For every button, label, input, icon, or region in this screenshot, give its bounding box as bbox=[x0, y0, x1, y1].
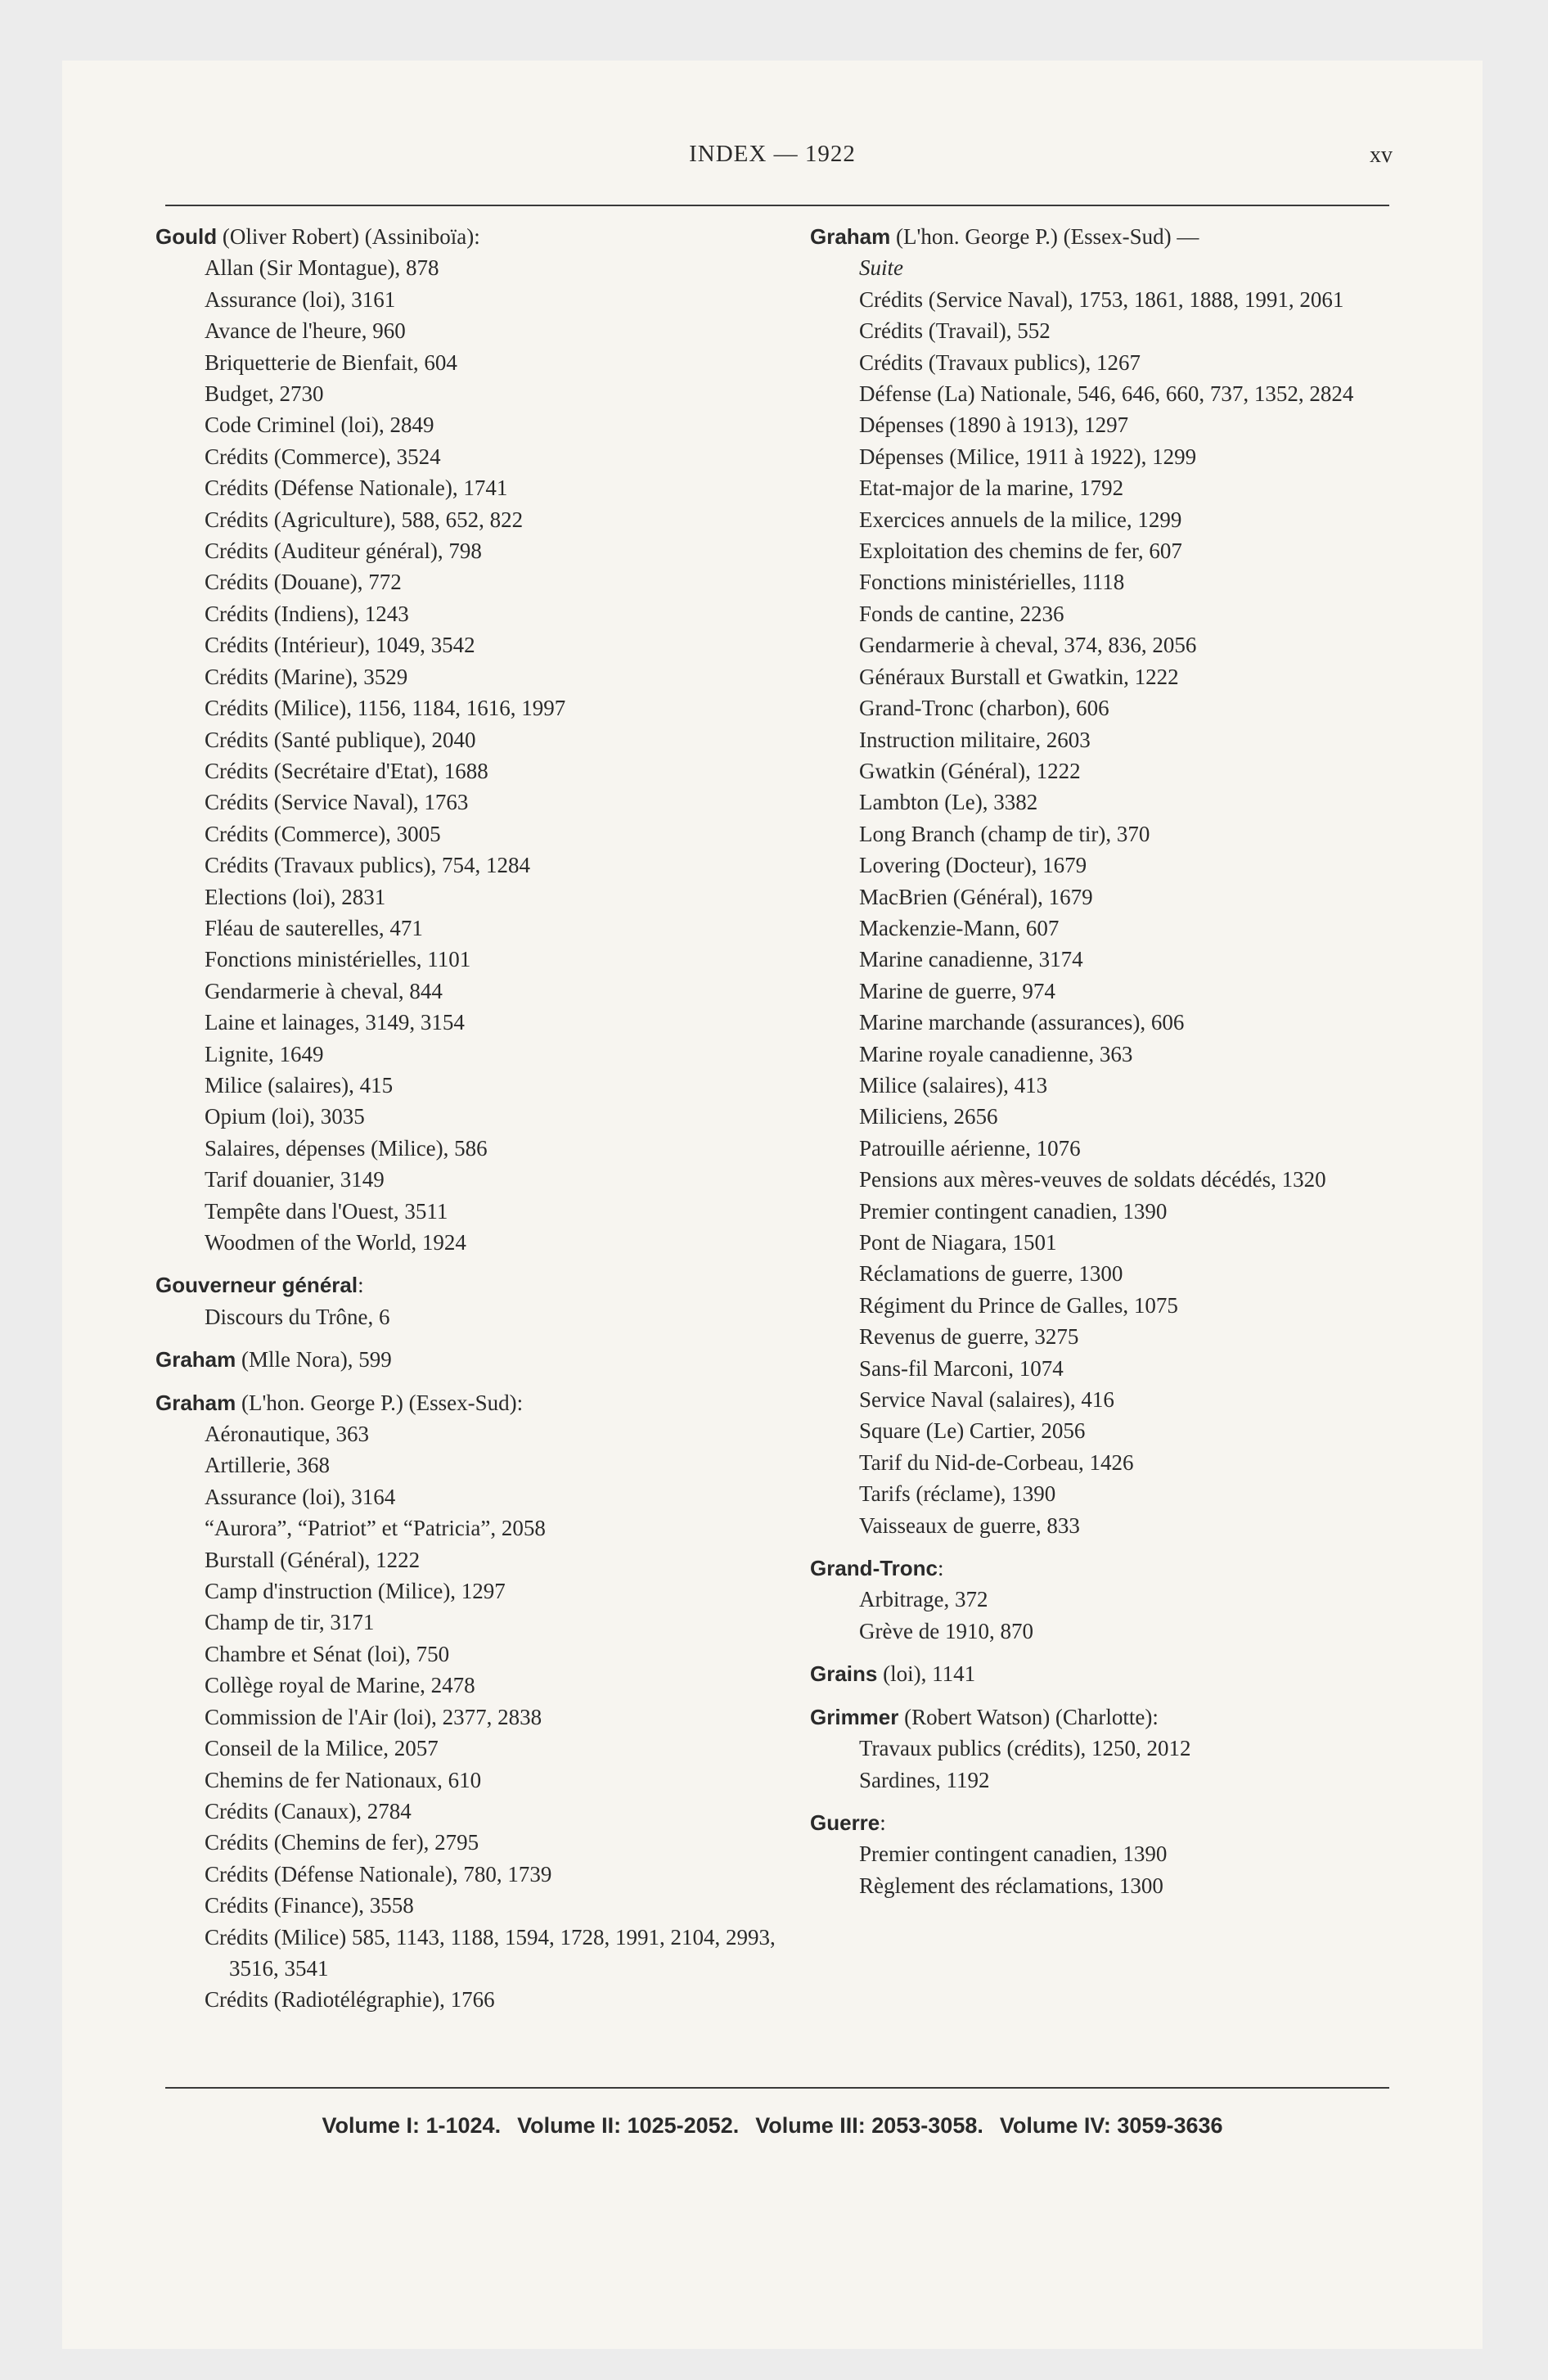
sub-entry: Milice (salaires), 413 bbox=[859, 1072, 1048, 1098]
sub-entry: Crédits (Milice), 1156, 1184, 1616, 1997 bbox=[205, 696, 566, 721]
sub-entry: Dépenses (1890 à 1913), 1297 bbox=[859, 412, 1129, 438]
sub-entry: Crédits (Santé publique), 2040 bbox=[205, 727, 476, 752]
sub-entry: Pensions aux mères-veuves de soldats décédés, 1320 bbox=[859, 1167, 1326, 1192]
volume-ranges-footer bbox=[62, 2113, 1483, 2139]
sub-entry: Crédits (Défense Nationale), 1741 bbox=[205, 476, 508, 501]
volume-range: Volume III: 2053-3058. bbox=[755, 2113, 983, 2138]
sub-entry: Budget, 2730 bbox=[205, 381, 324, 407]
sub-entry: Revenus de guerre, 3275 bbox=[859, 1324, 1079, 1350]
sub-entry: Crédits (Service Naval), 1763 bbox=[205, 790, 469, 815]
sub-entry: Lignite, 1649 bbox=[205, 1041, 324, 1066]
sub-entry: Code Criminel (loi), 2849 bbox=[205, 412, 434, 438]
sub-entry: Marine royale canadienne, 363 bbox=[859, 1041, 1133, 1066]
entry-qualifier: (Mlle Nora), 599 bbox=[236, 1347, 392, 1373]
sub-entry: Elections (loi), 2831 bbox=[205, 884, 386, 909]
sub-entry: Assurance (loi), 3161 bbox=[205, 286, 396, 312]
sub-entry: Square (Le) Cartier, 2056 bbox=[859, 1418, 1086, 1444]
entry-name: Gould bbox=[155, 224, 218, 249]
entry-heading bbox=[810, 1702, 1432, 1733]
sub-entry: Mackenzie-Mann, 607 bbox=[859, 915, 1060, 940]
sub-entry: Crédits (Défense Nationale), 780, 1739 bbox=[205, 1861, 552, 1886]
entry-heading bbox=[155, 1387, 794, 1418]
page-number: xv bbox=[1370, 142, 1393, 168]
sub-entry: Tempête dans l'Ouest, 3511 bbox=[205, 1198, 448, 1224]
sub-entry: Tarifs (réclame), 1390 bbox=[859, 1481, 1056, 1507]
sub-entry: Fonds de cantine, 2236 bbox=[859, 601, 1064, 626]
sub-entry: Crédits (Chemins de fer), 2795 bbox=[205, 1830, 479, 1855]
sub-entry: Crédits (Douane), 772 bbox=[205, 570, 402, 595]
sub-entry: Crédits (Intérieur), 1049, 3542 bbox=[205, 633, 475, 658]
sub-entry: Crédits (Auditeur général), 798 bbox=[205, 539, 482, 564]
entry-name: Grand-Tronc bbox=[810, 1556, 938, 1581]
index-entry bbox=[810, 1807, 1432, 1901]
sub-entry: Allan (Sir Montague), 878 bbox=[205, 255, 439, 281]
index-entry bbox=[810, 1553, 1432, 1647]
index-column-right bbox=[810, 221, 1432, 1901]
sub-entry: Salaires, dépenses (Milice), 586 bbox=[205, 1135, 488, 1161]
sub-entry: Gendarmerie à cheval, 374, 836, 2056 bbox=[859, 633, 1197, 658]
sub-entry: Instruction militaire, 2603 bbox=[859, 727, 1091, 752]
sub-entry: Premier contingent canadien, 1390 bbox=[859, 1841, 1168, 1867]
sub-entry: Crédits (Canaux), 2784 bbox=[205, 1798, 412, 1823]
sub-entry: Dépenses (Milice, 1911 à 1922), 1299 bbox=[859, 444, 1197, 469]
entry-heading bbox=[810, 1553, 1432, 1584]
entry-qualifier: (Robert Watson) (Charlotte): bbox=[898, 1704, 1159, 1729]
sub-entry: Milice (salaires), 415 bbox=[205, 1072, 394, 1098]
sub-entry: Burstall (Général), 1222 bbox=[205, 1547, 421, 1572]
running-head: INDEX — 1922 bbox=[689, 141, 856, 167]
top-rule bbox=[165, 205, 1389, 206]
sub-entry: Crédits (Commerce), 3524 bbox=[205, 444, 441, 469]
sub-entry: Pont de Niagara, 1501 bbox=[859, 1230, 1057, 1255]
index-entry bbox=[810, 221, 1432, 1541]
sub-entry: Arbitrage, 372 bbox=[859, 1587, 988, 1612]
sub-entry: Réclamations de guerre, 1300 bbox=[859, 1261, 1123, 1287]
sub-entry: “Aurora”, “Patriot” et “Patricia”, 2058 bbox=[205, 1516, 546, 1541]
sub-entry: Gendarmerie à cheval, 844 bbox=[205, 978, 443, 1003]
volume-range: Volume II: 1025-2052. bbox=[517, 2113, 740, 2138]
sub-entry: Patrouille aérienne, 1076 bbox=[859, 1135, 1081, 1161]
entry-name: Graham bbox=[155, 1390, 236, 1415]
index-entry bbox=[155, 1269, 794, 1332]
entry-qualifier: : bbox=[358, 1273, 364, 1298]
sub-entry: Collège royal de Marine, 2478 bbox=[205, 1673, 475, 1698]
index-page bbox=[62, 61, 1483, 2349]
sub-entry: Tarif douanier, 3149 bbox=[205, 1167, 385, 1192]
sub-entry: Long Branch (champ de tir), 370 bbox=[859, 821, 1150, 846]
entry-qualifier: (loi), 1141 bbox=[877, 1661, 976, 1687]
entry-heading bbox=[155, 221, 794, 252]
sub-entry: Opium (loi), 3035 bbox=[205, 1104, 365, 1129]
sub-entry: Lambton (Le), 3382 bbox=[859, 790, 1038, 815]
sub-entry: Woodmen of the World, 1924 bbox=[205, 1230, 466, 1255]
sub-entry: Crédits (Secrétaire d'Etat), 1688 bbox=[205, 758, 488, 783]
entry-heading bbox=[155, 1344, 794, 1375]
sub-entry: Chemins de fer Nationaux, 610 bbox=[205, 1767, 482, 1792]
sub-entry: Crédits (Agriculture), 588, 652, 822 bbox=[205, 507, 524, 532]
sub-entry: Champ de tir, 3171 bbox=[205, 1610, 375, 1635]
sub-entry: Crédits (Marine), 3529 bbox=[205, 664, 408, 689]
entry-name: Graham bbox=[155, 1347, 236, 1373]
sub-entry: MacBrien (Général), 1679 bbox=[859, 884, 1093, 909]
index-entry bbox=[810, 1702, 1432, 1796]
sub-entry: Artillerie, 368 bbox=[205, 1453, 330, 1478]
volume-range: Volume IV: 3059-3636 bbox=[999, 2113, 1223, 2138]
entry-qualifier: (L'hon. George P.) (Essex-Sud): bbox=[236, 1390, 524, 1415]
sub-entry: Miliciens, 2656 bbox=[859, 1104, 998, 1129]
sub-entry: Premier contingent canadien, 1390 bbox=[859, 1198, 1168, 1224]
sub-entry: Exercices annuels de la milice, 1299 bbox=[859, 507, 1182, 532]
sub-entry: Crédits (Indiens), 1243 bbox=[205, 601, 409, 626]
sub-entry: Généraux Burstall et Gwatkin, 1222 bbox=[859, 664, 1179, 689]
sub-entry: Gwatkin (Général), 1222 bbox=[859, 758, 1081, 783]
sub-entry: Crédits (Milice) 585, 1143, 1188, 1594, 1728, 1991, 2104, 2993, 3516, 3541 bbox=[205, 1924, 776, 1981]
index-entry bbox=[155, 1387, 794, 2016]
entry-name: Gouverneur général bbox=[155, 1273, 358, 1298]
sub-entry: Commission de l'Air (loi), 2377, 2838 bbox=[205, 1704, 542, 1729]
sub-entry: Tarif du Nid-de-Corbeau, 1426 bbox=[859, 1449, 1134, 1475]
entry-heading bbox=[155, 1269, 794, 1300]
volume-range: Volume I: 1-1024. bbox=[322, 2113, 502, 2138]
sub-entry: Crédits (Travaux publics), 1267 bbox=[859, 349, 1141, 375]
index-entry bbox=[155, 221, 794, 1258]
entry-qualifier: (Oliver Robert) (Assiniboïa): bbox=[217, 224, 480, 249]
sub-entry: Crédits (Service Naval), 1753, 1861, 1888, 1991, 2061 bbox=[859, 286, 1344, 312]
sub-entry: Laine et lainages, 3149, 3154 bbox=[205, 1010, 465, 1035]
sub-entry: Marine marchande (assurances), 606 bbox=[859, 1010, 1185, 1035]
sub-entry: Crédits (Commerce), 3005 bbox=[205, 821, 441, 846]
sub-entry: Règlement des réclamations, 1300 bbox=[859, 1873, 1163, 1898]
sub-entry: Grève de 1910, 870 bbox=[859, 1618, 1033, 1643]
sub-entry: Fonctions ministérielles, 1118 bbox=[859, 570, 1125, 595]
sub-entry: Lovering (Docteur), 1679 bbox=[859, 853, 1087, 878]
sub-entry: Grand-Tronc (charbon), 606 bbox=[859, 696, 1109, 721]
entry-name: Guerre bbox=[810, 1810, 880, 1835]
index-column-left bbox=[155, 221, 794, 2016]
entry-continuation: Suite bbox=[859, 255, 903, 281]
index-entry bbox=[810, 1658, 1432, 1689]
bottom-rule bbox=[165, 2087, 1389, 2089]
sub-entry: Défense (La) Nationale, 546, 646, 660, 737, 1352, 2824 bbox=[859, 381, 1354, 407]
sub-entry: Aéronautique, 363 bbox=[205, 1422, 369, 1447]
sub-entry: Conseil de la Milice, 2057 bbox=[205, 1736, 439, 1761]
sub-entry: Marine de guerre, 974 bbox=[859, 978, 1055, 1003]
sub-entry: Vaisseaux de guerre, 833 bbox=[859, 1512, 1080, 1538]
sub-entry: Avance de l'heure, 960 bbox=[205, 318, 406, 344]
entry-qualifier: (L'hon. George P.) (Essex-Sud) — bbox=[890, 224, 1199, 249]
sub-entry: Etat-major de la marine, 1792 bbox=[859, 476, 1124, 501]
sub-entry: Crédits (Finance), 3558 bbox=[205, 1893, 414, 1918]
entry-qualifier: : bbox=[938, 1556, 944, 1581]
entry-qualifier: : bbox=[880, 1810, 886, 1835]
sub-entry: Service Naval (salaires), 416 bbox=[859, 1387, 1114, 1413]
sub-entry: Fléau de sauterelles, 471 bbox=[205, 915, 423, 940]
entry-name: Graham bbox=[810, 224, 891, 249]
sub-entry: Sardines, 1192 bbox=[859, 1767, 990, 1792]
sub-entry: Briquetterie de Bienfait, 604 bbox=[205, 349, 457, 375]
sub-entry: Exploitation des chemins de fer, 607 bbox=[859, 539, 1182, 564]
sub-entry: Chambre et Sénat (loi), 750 bbox=[205, 1641, 450, 1666]
sub-entry: Discours du Trône, 6 bbox=[205, 1304, 390, 1329]
entry-name: Grimmer bbox=[810, 1704, 899, 1729]
sub-entry: Crédits (Travail), 552 bbox=[859, 318, 1051, 344]
sub-entry: Assurance (loi), 3164 bbox=[205, 1484, 396, 1509]
index-entry bbox=[155, 1344, 794, 1375]
entry-heading bbox=[810, 221, 1432, 284]
entry-name: Grains bbox=[810, 1661, 878, 1687]
entry-heading bbox=[810, 1658, 1432, 1689]
sub-entry: Régiment du Prince de Galles, 1075 bbox=[859, 1292, 1178, 1318]
sub-entry: Crédits (Radiotélégraphie), 1766 bbox=[205, 1987, 495, 2013]
entry-heading bbox=[810, 1807, 1432, 1838]
sub-entry: Fonctions ministérielles, 1101 bbox=[205, 947, 471, 972]
sub-entry: Marine canadienne, 3174 bbox=[859, 947, 1083, 972]
sub-entry: Sans-fil Marconi, 1074 bbox=[859, 1355, 1064, 1381]
sub-entry: Travaux publics (crédits), 1250, 2012 bbox=[859, 1736, 1191, 1761]
sub-entry: Crédits (Travaux publics), 754, 1284 bbox=[205, 853, 530, 878]
sub-entry: Camp d'instruction (Milice), 1297 bbox=[205, 1579, 506, 1604]
